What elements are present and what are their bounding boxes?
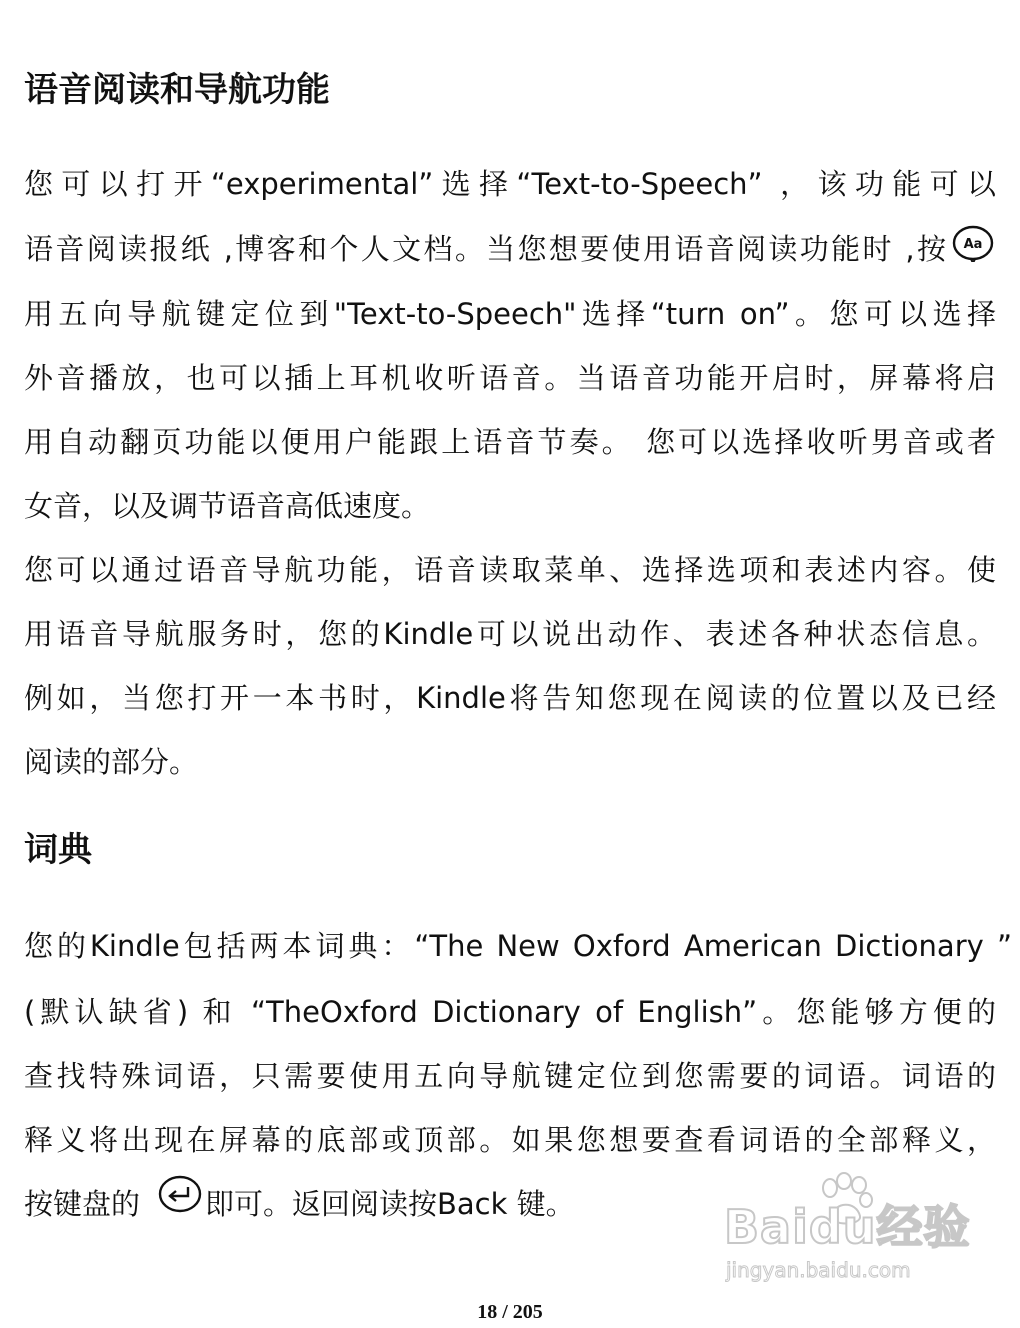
paragraph-line: 用五向导航键定位到"Text-to-Speech"选择“turn on”。您可以选择 — [24, 297, 996, 331]
paragraph-line: 查找特殊词语，只需要使用五向导航键定位到您需要的词语。词语的 — [24, 1059, 996, 1093]
paragraph-line-text: 语音阅读报纸 ,博客和个人文档。当您想要使用语音阅读功能时 ,按 — [24, 232, 946, 266]
enter-arrow-icon — [157, 1174, 203, 1218]
paragraph-line: 用自动翻页功能以便用户能跟上语音节奏。 您可以选择收听男音或者 — [24, 425, 996, 459]
text-size-key-icon — [950, 224, 996, 266]
paragraph-line: 外音播放，也可以插上耳机收听语音。当语音功能开启时，屏幕将启 — [24, 361, 996, 395]
paragraph-line: 您可以打开“experimental”选择“Text-to-Speech” ，该功能可以 — [24, 167, 996, 201]
paragraph-line: 即可。返回阅读按Back 键。 — [205, 1187, 575, 1221]
watermark-url: jingyan.baidu.com — [726, 1258, 911, 1282]
paragraph-line: 用语音导航服务时，您的Kindle可以说出动作、表述各种状态信息。 — [24, 617, 996, 651]
page-number: 18 / 205 — [477, 1301, 543, 1323]
paragraph-line: 您可以通过语音导航功能，语音读取菜单、选择选项和表述内容。使 — [24, 553, 996, 587]
paragraph-line-text: 按键盘的 — [24, 1187, 141, 1221]
watermark-brand: Baidu经验 — [724, 1200, 971, 1254]
paragraph-line — [24, 1184, 140, 1224]
paragraph-line — [24, 229, 946, 269]
section-heading-dictionary: 词典 — [24, 830, 92, 870]
paragraph-line: 例如，当您打开一本书时，Kindle将告知您现在阅读的位置以及已经 — [24, 681, 996, 715]
baidu-watermark — [724, 1172, 971, 1292]
paragraph-line: 您的Kindle包括两本词典：“The New Oxford American Dictionary ” — [24, 929, 1012, 963]
paragraph-line: 释义将出现在屏幕的底部或顶部。如果您想要查看词语的全部释义， — [24, 1123, 996, 1157]
svg-text:Aa: Aa — [963, 237, 983, 252]
paragraph-line: 阅读的部分。 — [24, 745, 199, 779]
paragraph-line: (默认缺省) 和 “TheOxford Dictionary of English”。您能够方便的 — [24, 995, 996, 1029]
section-heading-voice-reading: 语音阅读和导航功能 — [24, 70, 330, 110]
paragraph-line: 女音，以及调节语音高低速度。 — [24, 489, 431, 523]
